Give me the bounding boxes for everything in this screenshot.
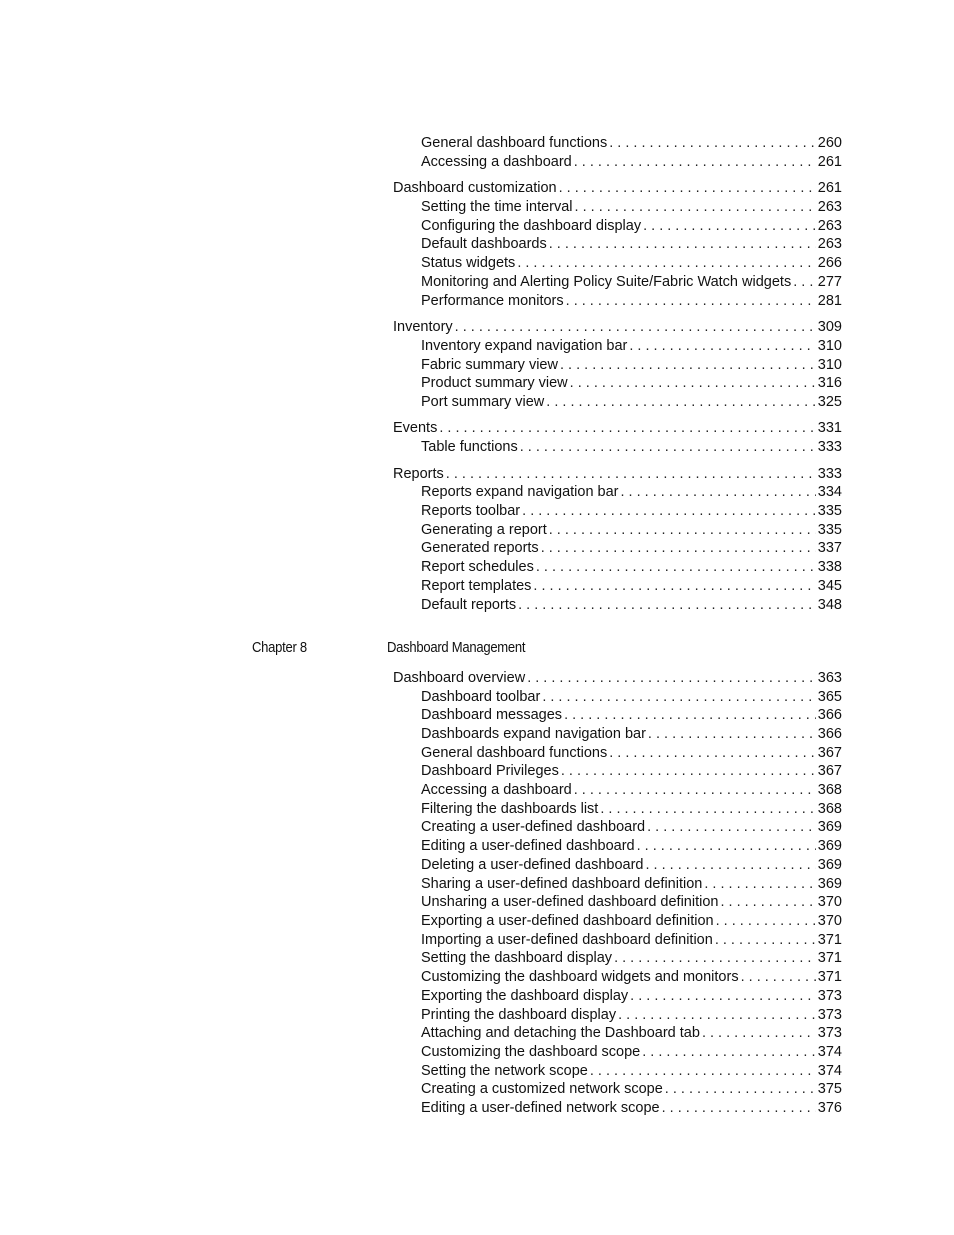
toc-entry-report-templates[interactable] bbox=[421, 577, 842, 595]
dot-leader bbox=[645, 856, 815, 874]
toc-entry-title: Importing a user-defined dashboard definition bbox=[421, 932, 713, 948]
toc-entry-page-number: 376 bbox=[817, 1100, 842, 1116]
dot-leader bbox=[600, 800, 815, 818]
dot-leader bbox=[518, 596, 816, 614]
toc-entry-page-number: 370 bbox=[817, 894, 842, 910]
toc-entry-title: Setting the dashboard display bbox=[421, 950, 613, 966]
toc-entry-reports-toolbar[interactable] bbox=[421, 502, 842, 520]
toc-entry-title: Monitoring and Alerting Policy Suite/Fabric Watch widgets bbox=[421, 274, 792, 290]
toc-entry-page-number: 335 bbox=[817, 503, 842, 519]
toc-entry-page-number: 371 bbox=[817, 950, 842, 966]
toc-entry-title: Generated reports bbox=[421, 540, 539, 556]
dot-leader bbox=[642, 1043, 816, 1061]
toc-entry-default-reports[interactable] bbox=[421, 596, 842, 614]
toc-entry-title: Fabric summary view bbox=[421, 357, 558, 373]
toc-entry-title: Accessing a dashboard bbox=[421, 782, 572, 798]
toc-entry-page-number: 369 bbox=[817, 876, 842, 892]
dot-leader bbox=[439, 419, 815, 437]
toc-entry-title: Accessing a dashboard bbox=[421, 154, 572, 170]
toc-entry-page-number: 374 bbox=[817, 1063, 842, 1079]
toc-entry-dashboard-privileges[interactable] bbox=[421, 762, 842, 780]
toc-entry-title: Exporting the dashboard display bbox=[421, 988, 629, 1004]
toc-entry-fabric-summary-view[interactable] bbox=[421, 356, 842, 374]
dot-leader bbox=[566, 292, 816, 310]
toc-entry-generated-reports[interactable] bbox=[421, 539, 842, 557]
toc-entry-title: Creating a user-defined dashboard bbox=[421, 819, 646, 835]
toc-entry-exporting-the-dashboard-display[interactable] bbox=[421, 987, 842, 1005]
toc-entry-page-number: 373 bbox=[817, 988, 842, 1004]
toc-entry-title: Editing a user-defined network scope bbox=[421, 1100, 660, 1116]
toc-entry-page-number: 316 bbox=[817, 375, 842, 391]
toc-entry-page-number: 348 bbox=[817, 597, 842, 613]
toc-entry-title: Default reports bbox=[421, 597, 517, 613]
toc-entry-page-number: 263 bbox=[817, 236, 842, 252]
toc-entry-page-number: 367 bbox=[817, 745, 842, 761]
dot-leader bbox=[561, 762, 816, 780]
dot-leader bbox=[618, 1006, 816, 1024]
toc-entry-general-dashboard-functions[interactable] bbox=[421, 134, 842, 152]
toc-entry-page-number: 369 bbox=[817, 838, 842, 854]
toc-entry-customizing-the-dashboard-scope[interactable] bbox=[421, 1043, 842, 1061]
toc-entry-title: General dashboard functions bbox=[421, 135, 608, 151]
toc-entry-page-number: 333 bbox=[817, 466, 842, 482]
dot-leader bbox=[715, 931, 816, 949]
toc-entry-creating-a-user-defined-dashboard[interactable] bbox=[421, 818, 842, 836]
toc-entry-page-number: 277 bbox=[817, 274, 842, 290]
toc-entry-title: Customizing the dashboard widgets and monitors bbox=[421, 969, 739, 985]
toc-entry-title: Printing the dashboard display bbox=[421, 1007, 617, 1023]
dot-leader bbox=[648, 725, 816, 743]
dot-leader bbox=[621, 483, 816, 501]
toc-entry-page-number: 331 bbox=[817, 420, 842, 436]
toc-entry-dashboards-expand-navigation-bar[interactable] bbox=[421, 725, 842, 743]
toc-entry-page-number: 260 bbox=[817, 135, 842, 151]
toc-entry-title: Generating a report bbox=[421, 522, 547, 538]
dot-leader bbox=[522, 502, 816, 520]
dot-leader bbox=[793, 273, 816, 291]
toc-entry-printing-the-dashboard-display[interactable] bbox=[421, 1006, 842, 1024]
toc-entry-sharing-a-user-defined-dashboard-definition[interactable] bbox=[421, 875, 842, 893]
dot-leader bbox=[702, 1024, 816, 1042]
dot-leader bbox=[637, 837, 816, 855]
toc-entry-title: Deleting a user-defined dashboard bbox=[421, 857, 644, 873]
chapter-title: Dashboard Management bbox=[387, 640, 526, 656]
toc-entry-title: Dashboard Privileges bbox=[421, 763, 559, 779]
toc-entry-title: Product summary view bbox=[421, 375, 568, 391]
toc-entry-inventory-expand-navigation-bar[interactable] bbox=[421, 337, 842, 355]
toc-entry-title: Dashboard messages bbox=[421, 707, 563, 723]
toc-entry-exporting-a-user-defined-dashboard-definition[interactable] bbox=[421, 912, 842, 930]
toc-entry-title: Exporting a user-defined dashboard definition bbox=[421, 913, 714, 929]
dot-leader bbox=[590, 1062, 816, 1080]
toc-entry-title: Report templates bbox=[421, 578, 532, 594]
toc-entry-generating-a-report[interactable] bbox=[421, 521, 842, 539]
dot-leader bbox=[549, 235, 816, 253]
toc-entry-page-number: 266 bbox=[817, 255, 842, 271]
toc-entry-title: Filtering the dashboards list bbox=[421, 801, 599, 817]
dot-leader bbox=[542, 688, 815, 706]
toc-entry-inventory[interactable] bbox=[393, 318, 842, 336]
toc-entry-product-summary-view[interactable] bbox=[421, 374, 842, 392]
dot-leader bbox=[564, 706, 816, 724]
toc-entry-page-number: 281 bbox=[817, 293, 842, 309]
dot-leader bbox=[629, 337, 815, 355]
toc-entry-dashboard-overview[interactable] bbox=[393, 669, 842, 687]
toc-entry-page-number: 366 bbox=[817, 707, 842, 723]
toc-entry-title: Editing a user-defined dashboard bbox=[421, 838, 635, 854]
toc-entry-page-number: 371 bbox=[817, 969, 842, 985]
toc-entry-page-number: 337 bbox=[817, 540, 842, 556]
toc-entry-title: Attaching and detaching the Dashboard tab bbox=[421, 1025, 700, 1041]
toc-entry-title: Default dashboards bbox=[421, 236, 547, 252]
toc-entry-page-number: 325 bbox=[817, 394, 842, 410]
toc-entry-page-number: 368 bbox=[817, 782, 842, 798]
toc-entry-status-widgets[interactable] bbox=[421, 254, 842, 272]
toc-entry-title: Setting the network scope bbox=[421, 1063, 588, 1079]
toc-entry-title: Port summary view bbox=[421, 394, 545, 410]
toc-entry-events[interactable] bbox=[393, 419, 842, 437]
toc-entry-title: Reports expand navigation bar bbox=[421, 484, 619, 500]
dot-leader bbox=[446, 465, 816, 483]
toc-entry-deleting-a-user-defined-dashboard[interactable] bbox=[421, 856, 842, 874]
toc-entry-page-number: 367 bbox=[817, 763, 842, 779]
toc-entry-title: Reports bbox=[393, 466, 444, 482]
toc-entry-title: Unsharing a user-defined dashboard definition bbox=[421, 894, 719, 910]
toc-entry-title: General dashboard functions bbox=[421, 745, 608, 761]
toc-entry-title: Dashboard customization bbox=[393, 180, 557, 196]
toc-entry-title: Creating a customized network scope bbox=[421, 1081, 663, 1097]
toc-entry-page-number: 345 bbox=[817, 578, 842, 594]
dot-leader bbox=[559, 179, 816, 197]
toc-entry-title: Inventory bbox=[393, 319, 453, 335]
toc-entry-page-number: 334 bbox=[817, 484, 842, 500]
chapter-label: Chapter 8 bbox=[252, 640, 307, 656]
toc-entry-page-number: 263 bbox=[817, 199, 842, 215]
toc-entry-title: Report schedules bbox=[421, 559, 534, 575]
toc-entry-page-number: 370 bbox=[817, 913, 842, 929]
dot-leader bbox=[574, 781, 816, 799]
toc-entry-importing-a-user-defined-dashboard-definition[interactable] bbox=[421, 931, 842, 949]
toc-entry-title: Sharing a user-defined dashboard definition bbox=[421, 876, 703, 892]
toc-entry-page-number: 310 bbox=[817, 338, 842, 354]
toc-entry-page-number: 365 bbox=[817, 689, 842, 705]
toc-entry-creating-a-customized-network-scope[interactable] bbox=[421, 1080, 842, 1098]
toc-entry-setting-the-time-interval[interactable] bbox=[421, 198, 842, 216]
toc-entry-title: Dashboard overview bbox=[393, 670, 526, 686]
toc-entry-title: Status widgets bbox=[421, 255, 516, 271]
toc-entry-title: Inventory expand navigation bar bbox=[421, 338, 628, 354]
toc-entry-page-number: 375 bbox=[817, 1081, 842, 1097]
dot-leader bbox=[541, 539, 816, 557]
toc-entry-table-functions[interactable] bbox=[421, 438, 842, 456]
toc-entry-page-number: 338 bbox=[817, 559, 842, 575]
toc-entry-page-number: 373 bbox=[817, 1007, 842, 1023]
dot-leader bbox=[536, 558, 816, 576]
dot-leader bbox=[662, 1099, 816, 1117]
toc-entry-page-number: 369 bbox=[817, 819, 842, 835]
toc-entry-performance-monitors[interactable] bbox=[421, 292, 842, 310]
toc-entry-page-number: 373 bbox=[817, 1025, 842, 1041]
toc-entry-dashboard-messages[interactable] bbox=[421, 706, 842, 724]
dot-leader bbox=[549, 521, 816, 539]
toc-entry-page-number: 310 bbox=[817, 357, 842, 373]
toc-entry-page-number: 335 bbox=[817, 522, 842, 538]
toc-entry-editing-a-user-defined-dashboard[interactable] bbox=[421, 837, 842, 855]
dot-leader bbox=[570, 374, 816, 392]
toc-entry-accessing-a-dashboard[interactable] bbox=[421, 781, 842, 799]
toc-entry-page-number: 368 bbox=[817, 801, 842, 817]
toc-entry-reports-expand-navigation-bar[interactable] bbox=[421, 483, 842, 501]
dot-leader bbox=[720, 893, 815, 911]
dot-leader bbox=[716, 912, 816, 930]
toc-entry-title: Customizing the dashboard scope bbox=[421, 1044, 641, 1060]
toc-entry-title: Reports toolbar bbox=[421, 503, 521, 519]
toc-entry-setting-the-dashboard-display[interactable] bbox=[421, 949, 842, 967]
dot-leader bbox=[560, 356, 816, 374]
toc-entry-editing-a-user-defined-network-scope[interactable] bbox=[421, 1099, 842, 1117]
toc-entry-page-number: 309 bbox=[817, 319, 842, 335]
toc-entry-title: Configuring the dashboard display bbox=[421, 218, 642, 234]
dot-leader bbox=[609, 744, 816, 762]
toc-entry-port-summary-view[interactable] bbox=[421, 393, 842, 411]
toc-entry-title: Dashboards expand navigation bar bbox=[421, 726, 646, 742]
dot-leader bbox=[741, 968, 816, 986]
toc-entry-filtering-the-dashboards-list[interactable] bbox=[421, 800, 842, 818]
dot-leader bbox=[517, 254, 815, 272]
dot-leader bbox=[704, 875, 815, 893]
toc-entry-page-number: 261 bbox=[817, 180, 842, 196]
dot-leader bbox=[574, 153, 816, 171]
dot-leader bbox=[546, 393, 816, 411]
dot-leader bbox=[643, 217, 816, 235]
toc-entry-general-dashboard-functions[interactable] bbox=[421, 744, 842, 762]
dot-leader bbox=[455, 318, 816, 336]
toc-entry-page-number: 363 bbox=[817, 670, 842, 686]
dot-leader bbox=[665, 1080, 816, 1098]
dot-leader bbox=[630, 987, 816, 1005]
toc-entry-reports[interactable] bbox=[393, 465, 842, 483]
dot-leader bbox=[520, 438, 816, 456]
toc-entry-dashboard-customization[interactable] bbox=[393, 179, 842, 197]
toc-entry-default-dashboards[interactable] bbox=[421, 235, 842, 253]
toc-entry-accessing-a-dashboard[interactable] bbox=[421, 153, 842, 171]
toc-entry-page-number: 261 bbox=[817, 154, 842, 170]
toc-entry-customizing-the-dashboard-widgets-and-monitors[interactable] bbox=[421, 968, 842, 986]
toc-entry-page-number: 366 bbox=[817, 726, 842, 742]
dot-leader bbox=[575, 198, 816, 216]
toc-entry-page-number: 374 bbox=[817, 1044, 842, 1060]
toc-entry-attaching-and-detaching-the-dashboard-tab[interactable] bbox=[421, 1024, 842, 1042]
toc-entry-page-number: 369 bbox=[817, 857, 842, 873]
toc-entry-page-number: 371 bbox=[817, 932, 842, 948]
toc-entry-page-number: 263 bbox=[817, 218, 842, 234]
toc-entry-configuring-the-dashboard-display[interactable] bbox=[421, 217, 842, 235]
toc-entry-dashboard-toolbar[interactable] bbox=[421, 688, 842, 706]
toc-entry-title: Dashboard toolbar bbox=[421, 689, 541, 705]
toc-entry-setting-the-network-scope[interactable] bbox=[421, 1062, 842, 1080]
dot-leader bbox=[647, 818, 816, 836]
toc-entry-title: Performance monitors bbox=[421, 293, 564, 309]
dot-leader bbox=[609, 134, 816, 152]
toc-entry-title: Setting the time interval bbox=[421, 199, 573, 215]
toc-entry-unsharing-a-user-defined-dashboard-definition[interactable] bbox=[421, 893, 842, 911]
toc-entry-title: Table functions bbox=[421, 439, 518, 455]
dot-leader bbox=[614, 949, 816, 967]
dot-leader bbox=[533, 577, 815, 595]
dot-leader bbox=[527, 669, 816, 687]
toc-entry-report-schedules[interactable] bbox=[421, 558, 842, 576]
toc-entry-title: Events bbox=[393, 420, 438, 436]
toc-entry-monitoring-and-alerting-policy-suite-fabric-watch-widgets[interactable] bbox=[421, 273, 842, 291]
toc-entry-page-number: 333 bbox=[817, 439, 842, 455]
